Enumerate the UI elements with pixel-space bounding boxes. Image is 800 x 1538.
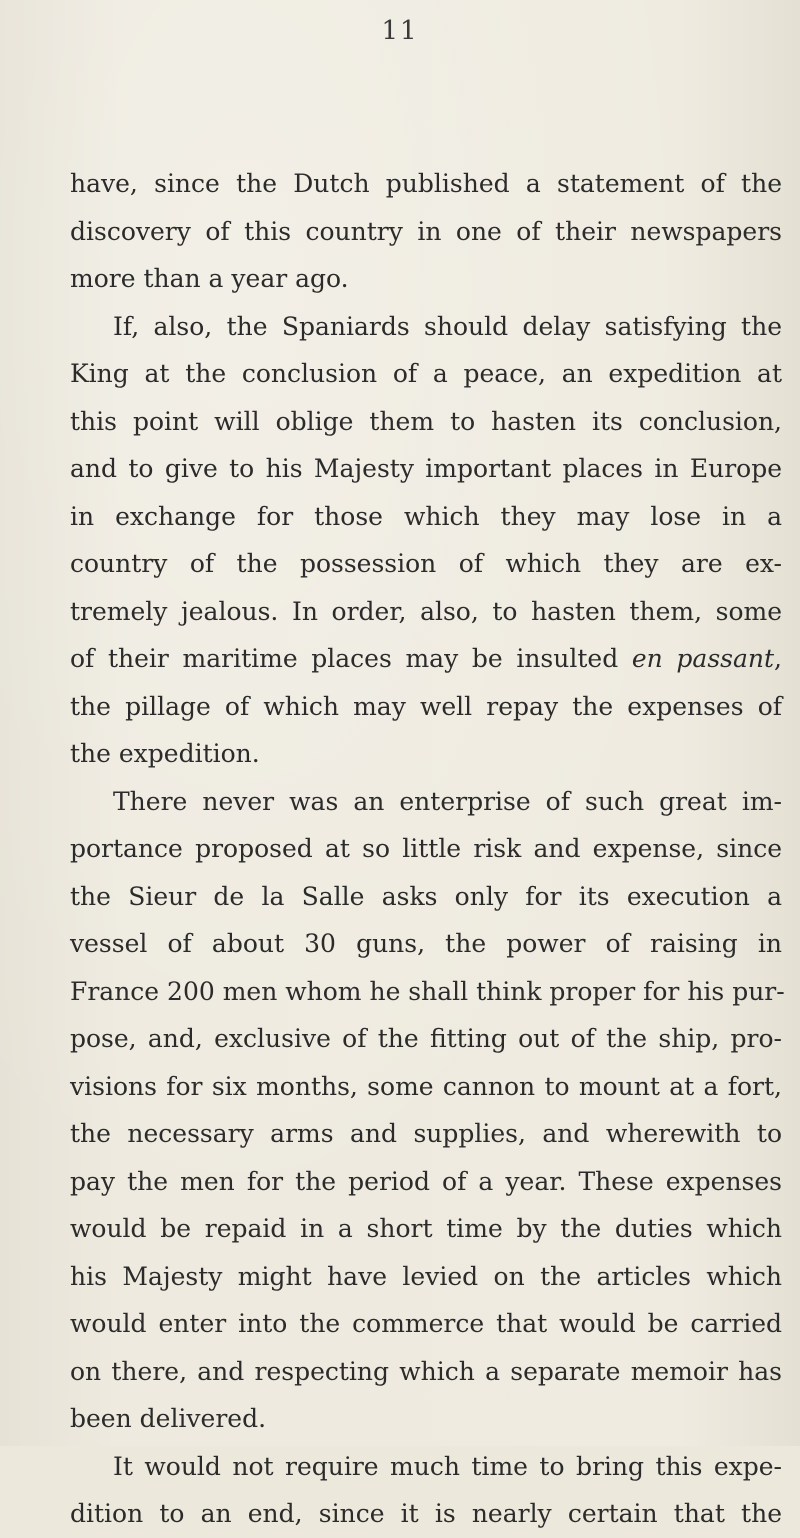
text-line-with-italic (70, 635, 782, 683)
text-line: the necessary arms and supplies, and wherewith to (70, 1119, 782, 1148)
text-line: been delivered. (70, 1404, 267, 1433)
page-number: 11 (381, 16, 419, 46)
text-line: the expedition. (70, 739, 260, 768)
paragraph-start-line: There never was an enterprise of such great im- (113, 786, 782, 816)
italic-phrase: en passant (631, 644, 775, 673)
paragraph-start-line: It would not require much time to bring this expe- (113, 1451, 782, 1481)
text-line: vessel of about 30 guns, the power of raising in (70, 929, 782, 958)
text-line: the Sieur de la Salle asks only for its execution a (70, 881, 782, 911)
text-line: visions for six months, some cannon to mount at a fort, (70, 1071, 782, 1101)
text-line: the pillage of which may well repay the expenses of (70, 691, 782, 721)
text-line: dition to an end, since it is nearly certain that the (70, 1499, 782, 1528)
text-line: have, since the Dutch published a statement of the (70, 169, 782, 198)
text-segment: of their maritime places may be insulted (70, 644, 632, 673)
paragraph-start-line: If, also, the Spaniards should delay satisfying the (113, 311, 782, 341)
text-line: more than a year ago. (70, 264, 349, 293)
text-line: this point will oblige them to hasten its conclusion, (70, 406, 782, 436)
text-line: pay the men for the period of a year. These expenses (70, 1166, 782, 1196)
text-line: in exchange for those which they may lose in a (70, 501, 782, 531)
text-line: France 200 men whom he shall think proper for his pur- (70, 976, 785, 1006)
text-line: discovery of this country in one of their newspapers (70, 216, 782, 246)
text-line: his Majesty might have levied on the articles which (70, 1261, 782, 1291)
body-text (70, 160, 785, 1538)
text-line: would enter into the commerce that would be carried (70, 1309, 782, 1338)
text-line: and to give to his Majesty important places in Europe (70, 454, 782, 483)
text-segment: , (774, 644, 782, 673)
text-line: pose, and, exclusive of the fitting out of the ship, pro- (70, 1024, 782, 1053)
text-line: would be repaid in a short time by the duties which (70, 1214, 782, 1243)
text-line: on there, and respecting which a separate memoir has (70, 1356, 782, 1386)
text-line: King at the conclusion of a peace, an expedition at (70, 359, 782, 388)
text-line: portance proposed at so little risk and expense, since (70, 834, 782, 863)
text-line: tremely jealous. In order, also, to hasten them, some (70, 596, 782, 626)
text-line: country of the possession of which they are ex- (70, 549, 782, 578)
